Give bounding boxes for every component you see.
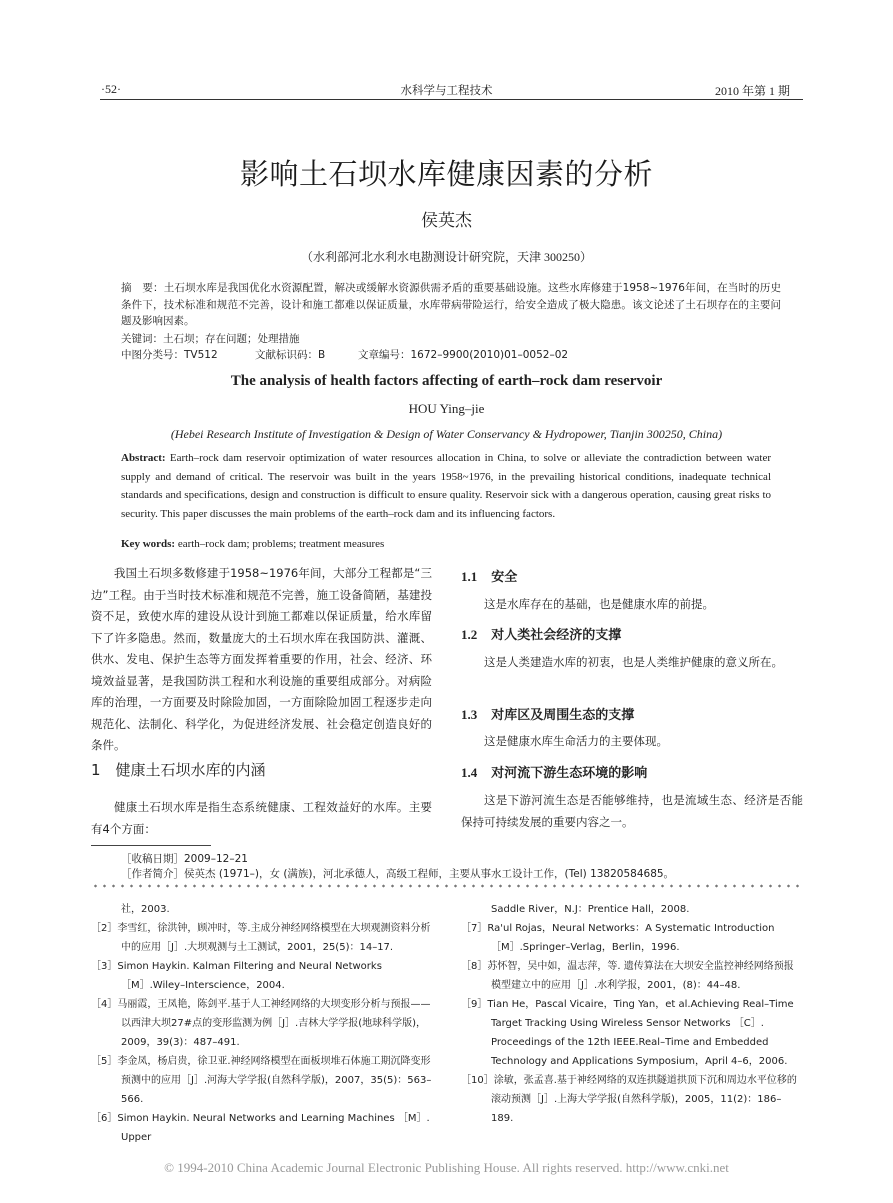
reference-item: ［9］Tian He，Pascal Vicaire，Ting Yan，et al.Achieving Real–Time Target Tracking Using Wireless Sensor Networks ［C］. Proceedings of the 12th IEEE.Real–Time and Embedded Technology and Applications Symposium，April 4–6，2006. [461, 999, 794, 1067]
subsection-title: 对库区及周围生态的支撑 [491, 708, 635, 723]
paper-title: 影响土石坝水库健康因素的分析 [239, 157, 653, 191]
intro-paragraph: 我国土石坝多数修建于1958~1976年间，大部分工程都是“三边”工程。由于当时技术标准和规范不完善，施工设备简陋，基建投资不足，致使水库的建设从设计到施工都难以保证质量，给水库留下了许多隐患。然而，数量庞大的土石坝水库在我国防洪、灌溉、供水、发电、保护生态等方面发挥着重要的作用，社会、经济、环境效益显著，是我国防洪工程和水利设施的重要组成部分。对病险库的治理，一方面要及时除险加固，一方面除险加固工程逐步走向规范化、法制化、科学化，为促进经济发展、社会稳定创造良好的条件。 [91, 566, 432, 752]
keywords-text: earth–rock dam; problems; treatment measures [177, 538, 385, 550]
subsection-number: 1.4 [461, 765, 478, 780]
section-1-text: 健康土石坝水库是指生态系统健康、工程效益好的水库。主要有4个方面： [91, 800, 432, 836]
reference-item: ［6］Simon Haykin. Neural Networks and Learning Machines ［M］. Upper [91, 1113, 430, 1143]
author-name: 侯英杰 [421, 211, 472, 231]
abstract-text: Earth–rock dam reservoir optimization of water resources allocation in China, to solve or alleviate the contradiction between water supply and demand of critical. The reservoir was built in the years 1958~1976, in the prevailing historical conditions, inadequate technical standards and specifications, design and construction is difficult to ensure quality. Reservoir sick with a dangerous operation, causing great risks to security. This paper discusses the main problems of the earth–rock dam and its influencing factors. [121, 452, 771, 520]
english-abstract [121, 449, 771, 523]
copyright-notice: © 1994-2010 China Academic Journal Electronic Publishing House. All rights reserved. http://www.cnki.net [164, 1160, 729, 1175]
decorative-separator [91, 882, 803, 890]
abstract-label: Abstract: [121, 452, 166, 464]
english-keywords [121, 538, 384, 550]
classification-doc-code: 文献标识码：B [255, 349, 326, 361]
english-author: HOU Ying–jie [408, 401, 485, 416]
affiliation: （水利部河北水利水电勘测设计研究院，天津 300250） [300, 250, 592, 264]
subsection-1-1-heading [461, 566, 803, 585]
subsection-1-2-text: 这是人类建造水库的初衷，也是人类维护健康的意义所在。 [484, 655, 783, 669]
subsection-1-4-text: 这是下游河流生态是否能够维持，也是流域生态、经济是否能保持可持续发展的重要内容之一。 [461, 793, 803, 829]
subsection-title: 安全 [491, 570, 518, 585]
subsection-1-2-heading [461, 624, 803, 643]
section-1-heading: 1 健康土石坝水库的内涵 [91, 761, 266, 779]
subsection-title: 对人类社会经济的支撑 [491, 628, 622, 643]
page-number: ·52· [101, 82, 121, 96]
subsection-1-4-heading [461, 762, 803, 781]
reference-item: ［4］马丽霞，王凤艳，陈剑平.基于人工神经网络的大坝变形分析与预报——以西津大坝27#点的变形监测为例［J］.吉林大学学报(地球科学版)，2009，39(3)：487–491. [91, 999, 431, 1048]
keywords-cn: 关键词：土石坝；存在问题；处理措施 [121, 333, 300, 345]
reference-item: ［10］涂敏，张孟喜.基于神经网络的双连拱隧道拱顶下沉和周边水平位移的滚动预测［J］.上海大学学报(自然科学版)，2005，11(2)：186–189. [461, 1075, 797, 1124]
subsection-number: 1.1 [461, 569, 478, 584]
english-title: The analysis of health factors affecting of earth–rock dam reservoir [230, 373, 663, 389]
reference-item: ［8］苏怀智，吴中如，温志萍，等. 遗传算法在大坝安全监控神经网络预报模型建立中的应用［J］.水利学报，2001，(8)：44–48. [461, 961, 794, 991]
author-info: ［作者简介］侯英杰 (1971–)，女 (满族)，河北承德人，高级工程师，主要从事水工设计工作，(Tel) 13820584685。 [121, 868, 675, 880]
reference-continuation: 社，2003. [121, 904, 170, 915]
classification-article-no: 文章编号：1672–9900(2010)01–0052–02 [358, 349, 569, 361]
issue-label: 2010 年第 1 期 [714, 84, 790, 98]
reference-item: ［2］李雪红，徐洪钟，顾冲时，等.主成分神经网络模型在大坝观测资料分析中的应用［J］.大坝观测与土工测试，2001，25(5)：14–17. [91, 923, 431, 953]
header-rule [100, 99, 803, 100]
english-affiliation: (Hebei Research Institute of Investigation & Design of Water Conservancy & Hydropower, Tianjin 300250, China) [170, 427, 723, 441]
classification-clc: 中图分类号：TV512 [121, 349, 218, 361]
reference-item: ［5］李金凤，杨启贵，徐卫亚.神经网络模型在面板坝堆石体施工期沉降变形预测中的应用［J］.河海大学学报(自然科学版)，2007，35(5)：563–566. [91, 1056, 432, 1105]
subsection-number: 1.2 [461, 627, 478, 642]
received-date: ［收稿日期］2009–12–21 [121, 853, 248, 865]
keywords-label: Key words: [121, 538, 176, 550]
subsection-1-3-heading [461, 704, 803, 723]
subsection-number: 1.3 [461, 707, 478, 722]
references-right [461, 900, 803, 1128]
reference-item: ［3］Simon Haykin. Kalman Filtering and Neural Networks ［M］.Wiley–Interscience，2004. [91, 961, 382, 991]
subsection-title: 对河流下游生态环境的影响 [491, 766, 648, 781]
reference-item: ［7］Ra'ul Rojas，Neural Networks：A Systematic Introduction［M］.Springer–Verlag，Berlin，1996. [461, 923, 775, 953]
reference-continuation: Saddle River，N.J：Prentice Hall，2008. [491, 904, 690, 915]
journal-name: 水科学与工程技术 [400, 83, 493, 97]
abstract-cn: 摘 要：土石坝水库是我国优化水资源配置，解决或缓解水资源供需矛盾的重要基础设施。这些水库修建于1958~1976年间，在当时的历史条件下，技术标准和规范不完善，设计和施工都难以保证质量，水库带病带险运行，给安全造成了极大隐患。该文论述了土石坝存在的主要问题及影响因素。 [121, 282, 781, 327]
footnote-rule [91, 845, 211, 846]
subsection-1-1-text: 这是水库存在的基础，也是健康水库的前提。 [484, 597, 714, 611]
subsection-1-3-text: 这是健康水库生命活力的主要体现。 [484, 734, 668, 748]
references-left [91, 900, 433, 1147]
